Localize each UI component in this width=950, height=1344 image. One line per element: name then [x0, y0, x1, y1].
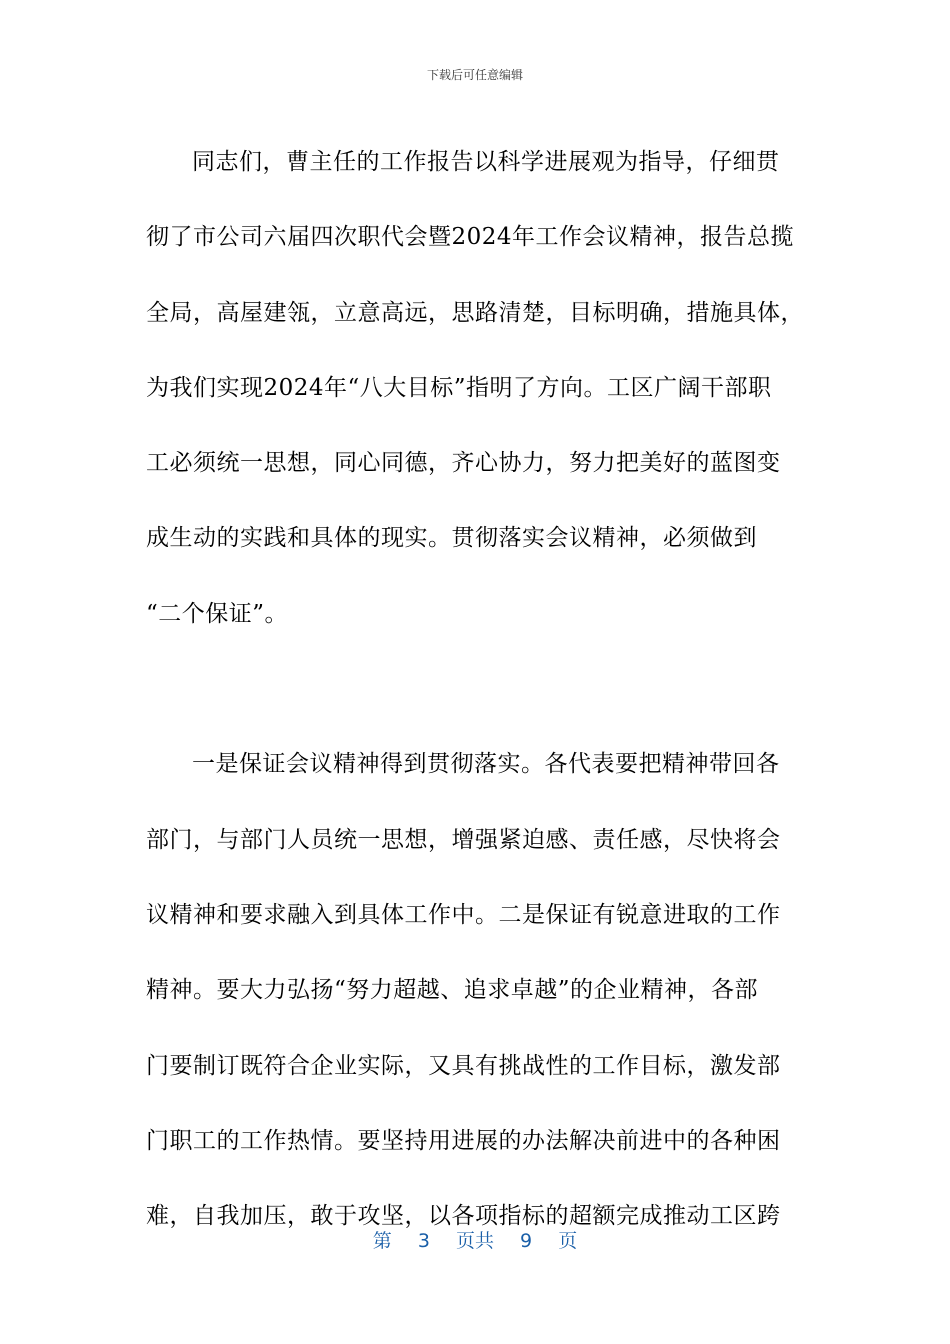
paragraph-line: 难，自我加压，敢于攻坚，以各项指标的超额完成推动工区跨	[146, 1203, 781, 1230]
paragraph-line: 为我们实现2024年“八大目标”指明了方向。工区广阔干部职	[146, 374, 772, 401]
header-note: 下载后可任意编辑	[426, 68, 523, 82]
paragraph-line: 彻了市公司六届四次职代会暨2024年工作会议精神，报告总揽	[146, 224, 795, 251]
page-number-footer	[0, 1226, 950, 1253]
total-pages-number: 9	[520, 1230, 533, 1252]
footer-prefix: 第	[372, 1230, 392, 1252]
current-page-number: 3	[417, 1230, 430, 1252]
paragraph-line: 成生动的实践和具体的现实。贯彻落实会议精神，必须做到	[146, 525, 757, 552]
paragraph-line: 部门，与部门人员统一思想，增强紧迫感、责任感，尽快将会	[146, 826, 781, 853]
paragraph-line: 精神。要大力弘扬“努力超越、追求卓越”的企业精神，各部	[146, 977, 759, 1004]
paragraph-line: 议精神和要求融入到具体工作中。二是保证有锐意进取的工作	[146, 901, 781, 928]
paragraph-line: “二个保证”。	[146, 600, 289, 627]
paragraph-line: 工必须统一思想，同心同德，齐心协力，努力把美好的蓝图变	[146, 450, 781, 477]
footer-middle: 页共	[455, 1230, 494, 1252]
paragraph-line: 门职工的工作热情。要坚持用进展的办法解决前进中的各种困	[146, 1127, 781, 1154]
document-body	[146, 125, 806, 1254]
paragraph-line: 同志们，曹主任的工作报告以科学进展观为指导，仔细贯	[192, 149, 780, 175]
paragraph-line: 全局，高屋建瓴，立意高远，思路清楚，目标明确，措施具体，	[146, 299, 804, 326]
paragraph-line: 门要制订既符合企业实际，又具有挑战性的工作目标，激发部	[146, 1052, 781, 1079]
paragraph-line: 一是保证会议精神得到贯彻落实。各代表要把精神带回各	[192, 751, 780, 778]
paragraph-gap	[146, 652, 806, 727]
footer-suffix: 页	[558, 1230, 578, 1252]
